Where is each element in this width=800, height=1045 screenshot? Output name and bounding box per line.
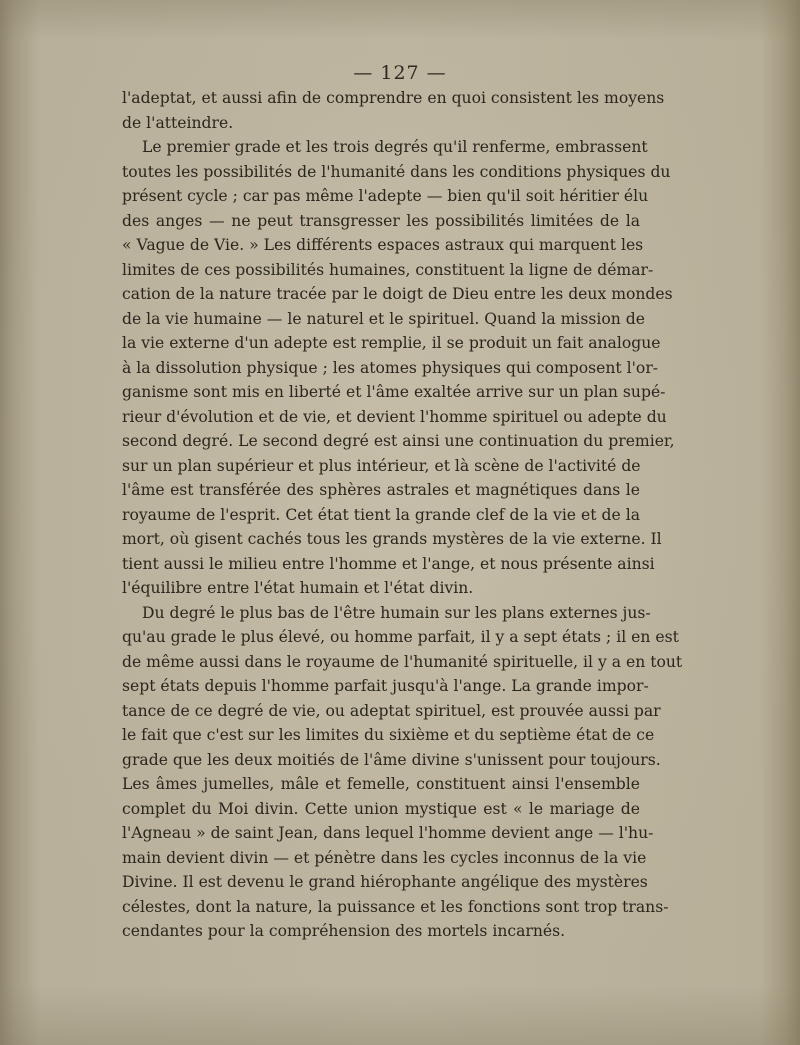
text-line: la vie externe d'un adepte est remplie, il se produit un fait analogue bbox=[122, 334, 661, 352]
text-line: qu'au grade le plus élevé, ou homme parfait, il y a sept états ; il en est bbox=[122, 628, 679, 646]
text-line: l'équilibre entre l'état humain et l'état divin. bbox=[122, 579, 474, 597]
page-number: — 127 — bbox=[353, 62, 447, 84]
text-line: complet du Moi divin. Cette union mystique est « le mariage de bbox=[122, 799, 640, 818]
text-line: royaume de l'esprit. Cet état tient la grande clef de la vie et de la bbox=[122, 505, 640, 524]
text-line: Les âmes jumelles, mâle et femelle, constituent ainsi l'ensemble bbox=[122, 775, 640, 793]
text-line: limites de ces possibilités humaines, constituent la ligne de démar- bbox=[122, 260, 654, 279]
text-line: l'Agneau » de saint Jean, dans lequel l'homme devient ange — l'hu- bbox=[122, 824, 654, 842]
text-line: main devient divin — et pénètre dans les cycles inconnus de la vie bbox=[122, 848, 647, 867]
text-line: l'âme est transférée des sphères astrales et magnétiques dans le bbox=[122, 481, 640, 499]
text-line: cation de la nature tracée par le doigt de Dieu entre les deux mondes bbox=[122, 285, 673, 303]
text-line: de même aussi dans le royaume de l'humanité spirituelle, il y a en tout bbox=[122, 652, 683, 671]
text-line: grade que les deux moitiés de l'âme divine s'unissent pour toujours. bbox=[122, 750, 661, 769]
text-line: ganisme sont mis en liberté et l'âme exaltée arrive sur un plan supé- bbox=[122, 383, 666, 401]
text-line: le fait que c'est sur les limites du sixième et du septième état de ce bbox=[122, 726, 655, 744]
text-line: à la dissolution physique ; les atomes physiques qui composent l'or- bbox=[122, 358, 659, 377]
text-line: des anges — ne peut transgresser les possibilités limitées de la bbox=[122, 211, 640, 230]
text-line: toutes les possibilités de l'humanité dans les conditions physiques du bbox=[122, 162, 671, 181]
text-line: cendantes pour la compréhension des mortels incarnés. bbox=[122, 922, 566, 940]
page-edge-shadow-top bbox=[0, 0, 800, 40]
text-line: sur un plan supérieur et plus intérieur, et là scène de l'activité de bbox=[122, 456, 641, 475]
text-line: tance de ce degré de vie, ou adeptat spirituel, est prouvée aussi par bbox=[122, 701, 661, 720]
text-line: Du degré le plus bas de l'être humain sur les plans externes jus- bbox=[142, 603, 651, 622]
text-line: mort, où gisent cachés tous les grands mystères de la vie externe. Il bbox=[122, 530, 662, 548]
text-line: de la vie humaine — le naturel et le spirituel. Quand la mission de bbox=[122, 309, 645, 328]
text-line: présent cycle ; car pas même l'adepte — bien qu'il soit héritier élu bbox=[122, 187, 649, 205]
text-line: second degré. Le second degré est ainsi une continuation du premier, bbox=[122, 432, 675, 450]
text-line: Divine. Il est devenu le grand hiérophante angélique des mystères bbox=[122, 873, 648, 891]
text-line: l'adeptat, et aussi afin de comprendre en quoi consistent les moyens bbox=[122, 89, 665, 107]
text-line: Le premier grade et les trois degrés qu'il renferme, embrassent bbox=[142, 138, 648, 156]
text-line: sept états depuis l'homme parfait jusqu'à l'ange. La grande impor- bbox=[122, 677, 649, 695]
body-text bbox=[122, 86, 683, 944]
page-edge-shadow-bottom bbox=[0, 985, 800, 1045]
text-line: tient aussi le milieu entre l'homme et l'ange, et nous présente ainsi bbox=[122, 554, 655, 573]
text-line: rieur d'évolution et de vie, et devient l'homme spirituel ou adepte du bbox=[122, 407, 667, 426]
text-line: « Vague de Vie. » Les différents espaces astraux qui marquent les bbox=[122, 236, 644, 254]
text-line: célestes, dont la nature, la puissance et les fonctions sont trop trans- bbox=[122, 897, 669, 916]
text-line: de l'atteindre. bbox=[122, 113, 234, 132]
